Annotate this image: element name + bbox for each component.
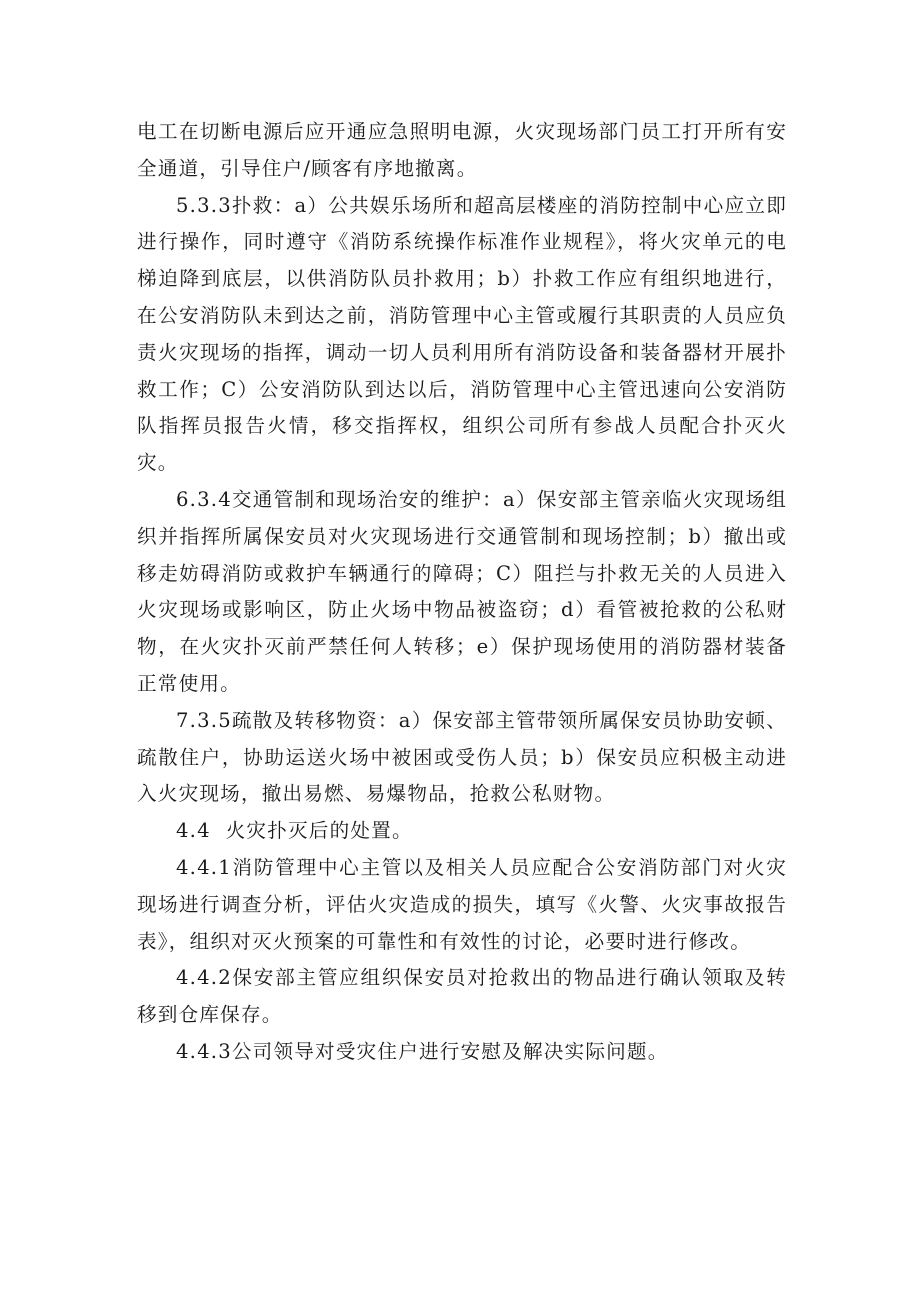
section-heading-aftermath: 4.4 火灾扑灭后的处置。 xyxy=(176,819,413,843)
paragraph-recovered-items: 4.4.2保安部主管应组织保安员对抢救出的物品进行确认领取及转移到仓库保存。 xyxy=(137,966,787,1027)
paragraph-firefighting: 5.3.3扑救：a）公共娱乐场所和超高层楼座的消防控制中心应立即进行操作，同时遵守《消防系统操作标准作业规程》，将火灾单元的电梯迫降到底层，以供消防队员扑救用；b）扑救工作应有组织地进行，在公安消防队未到达之前，消防管理中心主管或履行其职责的人员应负责火灾现场的指挥，调动一切人员利用所有消防设备和装备器材开展扑救工作；C）公安消防队到达以后，消防管理中心主管迅速向公安消防队指挥员报告火情，移交指挥权，组织公司所有参战人员配合扑灭火灾。 xyxy=(137,193,787,475)
document-body xyxy=(137,114,787,1071)
paragraph-traffic-control: 6.3.4交通管制和现场治安的维护：a）保安部主管亲临火灾现场组织并指挥所属保安员对火灾现场进行交通管制和现场控制；b）撤出或移走妨碍消防或救护车辆通行的障碍；C）阻拦与扑救无关的人员进入火灾现场或影响区，防止火场中物品被盗窃；d）看管被抢救的公私财物，在火灾扑灭前严禁任何人转移；e）保护现场使用的消防器材装备正常使用。 xyxy=(137,487,787,695)
paragraph-investigation: 4.4.1消防管理中心主管以及相关人员应配合公安消防部门对火灾现场进行调查分析，评估火灾造成的损失，填写《火警、火灾事故报告表》，组织对灭火预案的可靠性和有效性的讨论，必要时进行修改。 xyxy=(137,855,787,953)
paragraph-material-transfer: 7.3.5疏散及转移物资：a）保安部主管带领所属保安员协助安顿、疏散住户，协助运送火场中被困或受伤人员；b）保安员应积极主动进入火灾现场，撤出易燃、易爆物品，抢救公私财物。 xyxy=(137,708,787,806)
paragraph-evacuation: 电工在切断电源后应开通应急照明电源，火灾现场部门员工打开所有安全通道，引导住户/顾客有序地撤离。 xyxy=(137,120,787,180)
paragraph-victim-support: 4.4.3公司领导对受灾住户进行安慰及解决实际问题。 xyxy=(176,1039,669,1063)
